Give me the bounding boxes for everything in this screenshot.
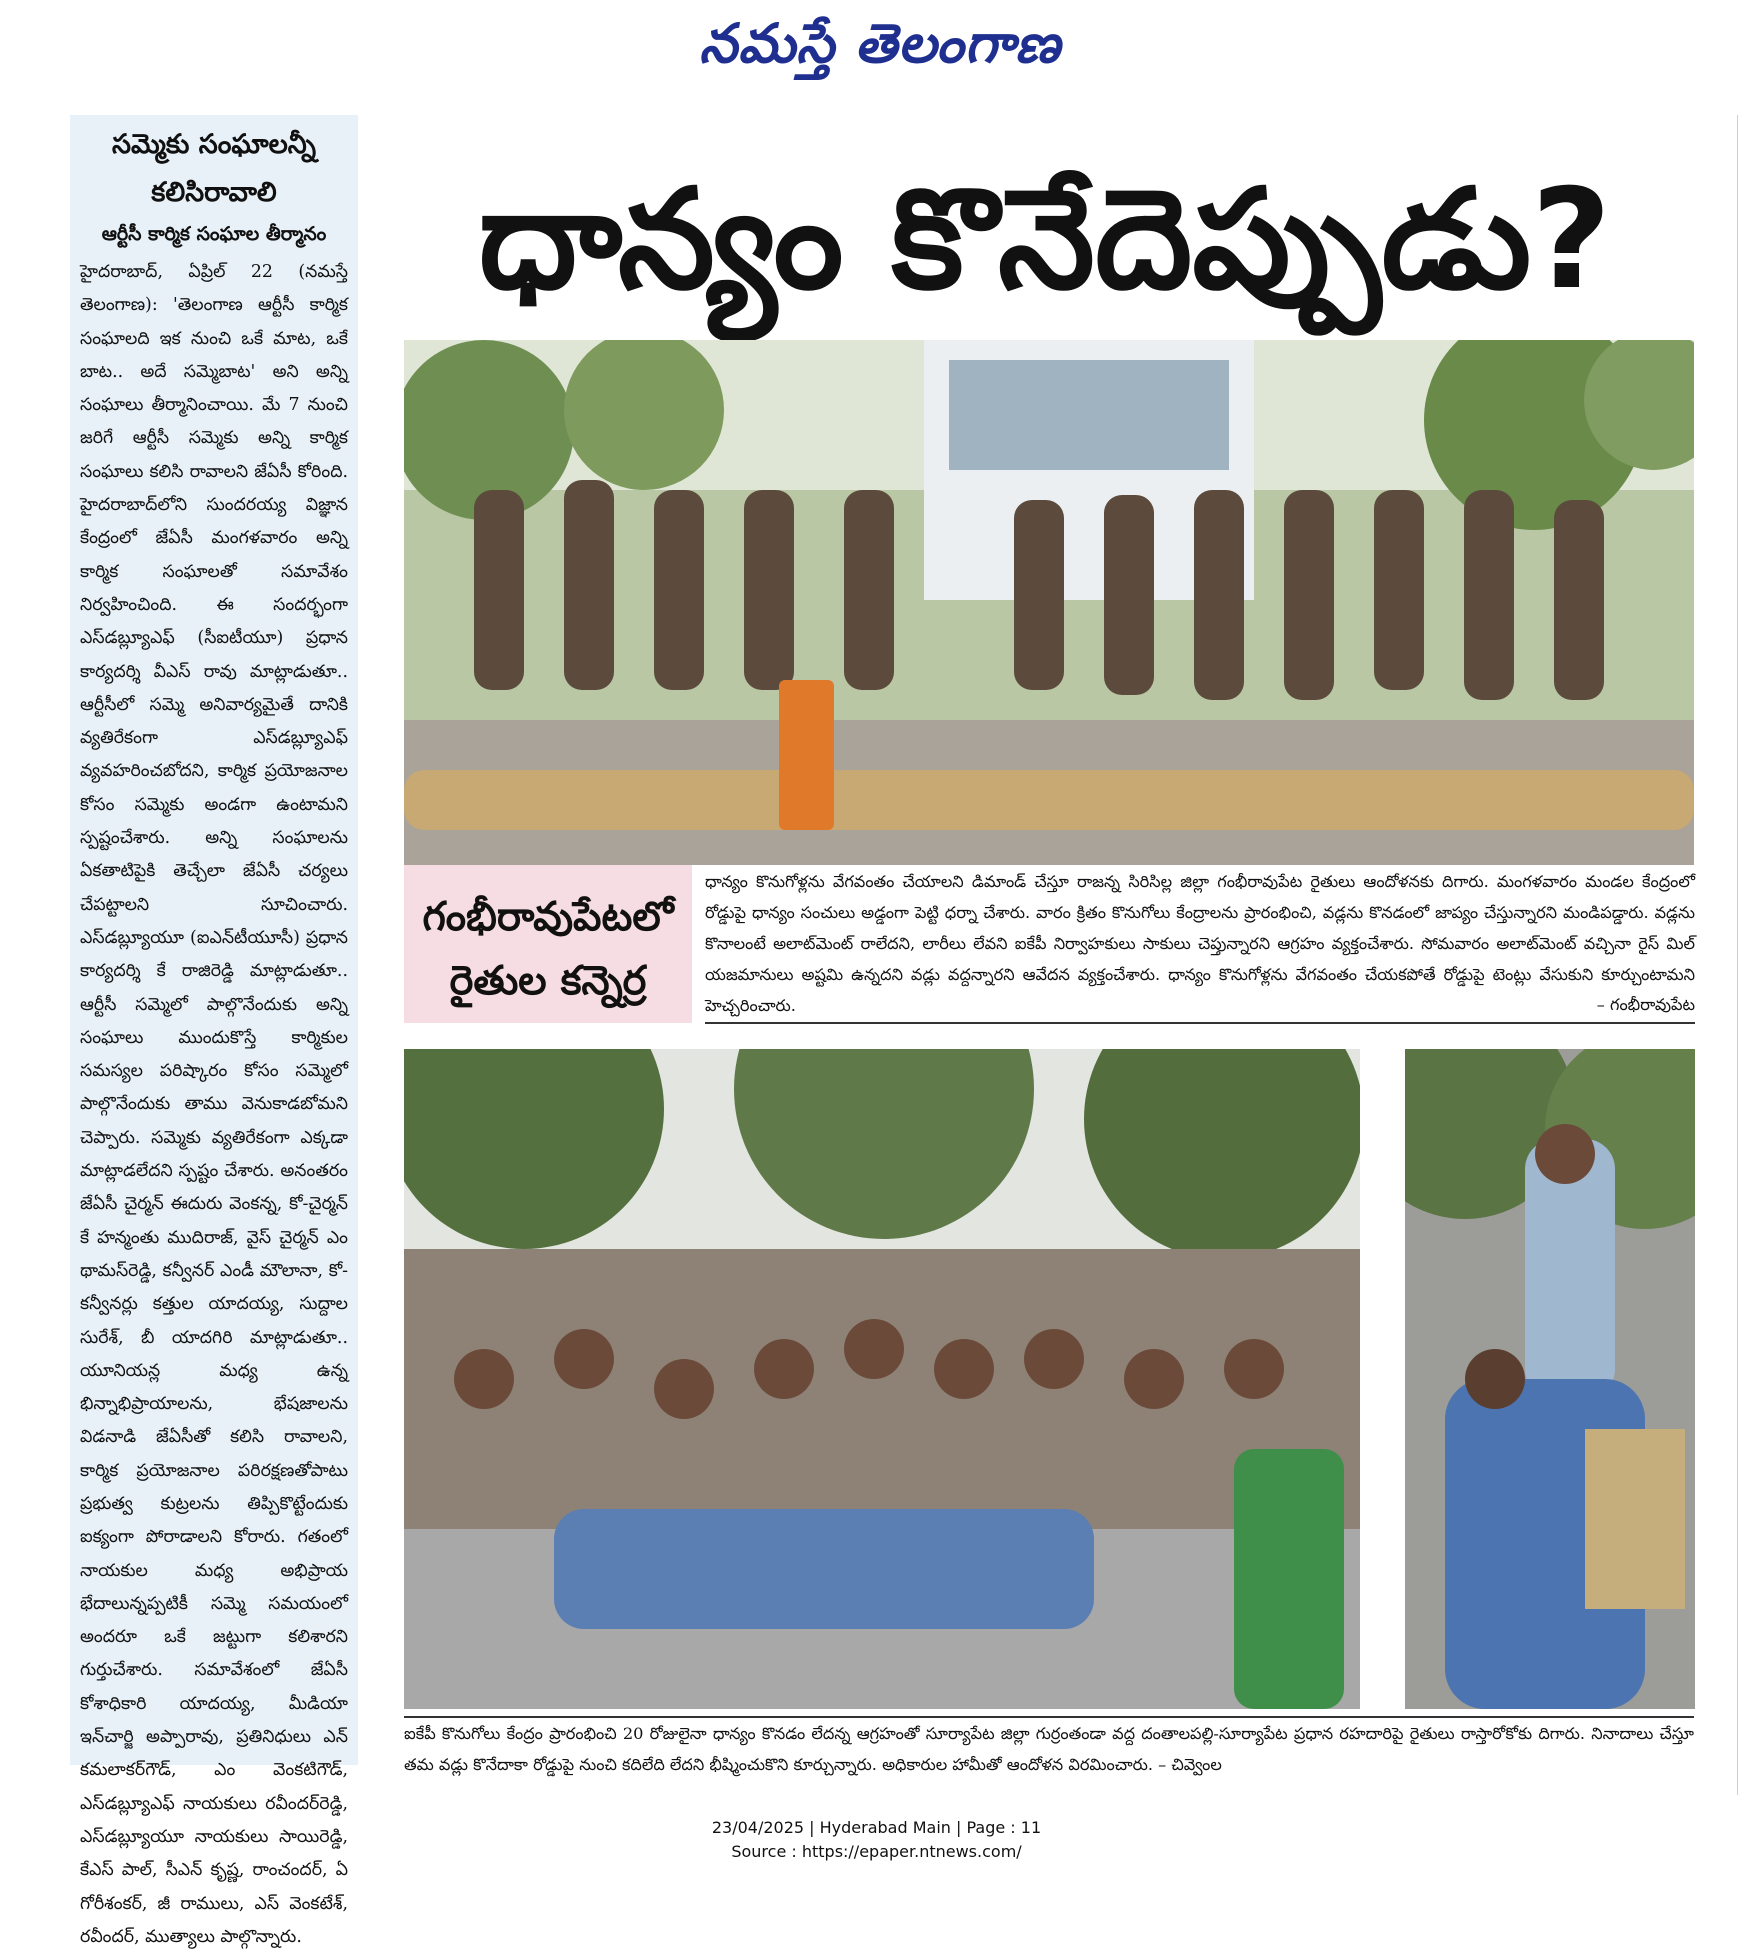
main-headline: ధాన్యం కొనేదెప్పుడు? xyxy=(478,159,1612,320)
sidebar-title-line2: కలిసిరావాలి xyxy=(151,177,277,208)
subhead-line2: రైతుల కన్నెర్ర xyxy=(449,958,647,1004)
footer-date-edition: 23/04/2025 | Hyderabad Main | Page : 11 xyxy=(711,1818,1042,1837)
sidebar-title-line1: సమ్మెకు సంఘాలన్నీ xyxy=(112,129,316,160)
sidebar-body-text: హైదరాబాద్, ఏప్రిల్ 22 (నమస్తే తెలంగాణ): 'తెలంగాణ ఆర్టీసీ కార్మిక సంఘాలది ఇక నుంచి ఒకే మాట, ఒకే బాట.. అదే సమ్మెబాట' అని అన్ని సంఘాలు తీర్మానించాయి. మే 7 నుంచి జరిగే ఆర్టీసీ సమ్మెకు అన్ని కార్మిక సంఘాలు కలిసి రావాలని జేఏసీ కోరింది. హైదరాబాద్‌లోని సుందరయ్య విజ్ఞాన కేంద్రంలో జేఏసీ మంగళవారం అన్ని కార్మిక సంఘాలతో సమావేశం నిర్వహించింది. ఈ సందర్భంగా ఎస్‌డబ్ల్యూఎఫ్ (సీఐటీయూ) ప్రధాన కార్యదర్శి వీఎస్ రావు మాట్లాడుతూ.. ఆర్టీసీలో సమ్మె అనివార్యమైతే దానికి వ్యతిరేకంగా ఎస్‌డబ్ల్యూఎఫ్ వ్యవహరించబోదని, కార్మిక ప్రయోజనాల కోసం సమ్మెకు అండగా ఉంటామని స్పష్టంచేశారు. అన్ని సంఘాలను ఏకతాటిపైకి తెచ్చేలా జేఏసీ చర్యలు చేపట్టాలని సూచించారు. ఎస్‌డబ్ల్యూయూ (ఐఎన్‌టీయూసీ) ప్రధాన కార్యదర్శి కే రాజిరెడ్డి మాట్లాడుతూ.. ఆర్టీసీ సమ్మెలో పాల్గొనేందుకు అన్ని సంఘాలు ముందుకొస్తే కార్మికుల సమస్యల పరిష్కారం కోసం సమ్మెలో పాల్గొనేందుకు తాము వెనుకాడబోమని చెప్పారు. సమ్మెకు వ్యతిరేకంగా ఎక్కడా మాట్లాడలేదని స్పష్టం చేశారు. అనంతరం జేఏసీ చైర్మన్ ఈదురు వెంకన్న, కో-చైర్మన్ కే హన్మంతు ముదిరాజ్, వైస్ చైర్మన్ ఎం థామస్‌రెడ్డి, కన్వీనర్ ఎండీ మౌలానా, కో-కన్వీనర్లు కత్తుల యాదయ్య, సుద్దాల సురేశ్, బీ యాదగిరి మాట్లాడుతూ.. యూనియన్ల మధ్య ఉన్న భిన్నాభిప్రాయాలను, భేషజాలను విడనాడి జేఏసీతో కలిసి రావాలని, కార్మిక ప్రయోజనాల పరిరక్షణతోపాటు ప్రభుత్వ కుట్రలను తిప్పికొట్టేందుకు ఐక్యంగా పోరాడాలని కోరారు. గతంలో నాయకుల మధ్య అభిప్రాయ భేదాలున్నప్పటికీ సమ్మె సమయంలో అందరూ ఒకే జట్టుగా కలిశారని గుర్తుచేశారు. సమావేశంలో జేఏసీ కోశాధికారి యాదయ్య, మీడియా ఇన్‌చార్జి అప్పారావు, ప్రతినిధులు ఎన్ కమలాకర్‌గౌడ్, ఎం వెంకటిగౌడ్, ఎస్‌డబ్ల్యూఎఫ్ నాయకులు రవీందర్‌రెడ్డి, ఎస్‌డబ్ల్యూయూ నాయకులు సాయిరెడ్డి, కేఎస్ పాల్, సీఎన్ కృష్ణ, రాంచందర్, ఏ గోరీశంకర్, జీ రాములు, ఎస్ వెంకటేశ్, రవీందర్, ముత్యాలు పాల్గొన్నారు. xyxy=(80,262,348,1947)
footer-source: Source : https://epaper.ntnews.com/ xyxy=(731,1842,1022,1861)
caption1-rule xyxy=(705,1022,1695,1024)
sidebar-article xyxy=(70,115,358,1947)
photo1-caption-credit: – గంభీరావుపేట xyxy=(1596,995,1695,1014)
photo2-caption-credit: – చివ్వెంల xyxy=(1158,1755,1222,1774)
woman-throwing-grain-photo xyxy=(1405,1049,1695,1709)
road-blockade-photo xyxy=(404,1049,1360,1709)
photo2-caption xyxy=(404,1718,1694,1782)
subhead-box xyxy=(404,865,692,1023)
sidebar-subtitle: ఆర్టీసీ కార్మిక సంఘాల తీర్మానం xyxy=(101,223,327,245)
photo1-caption xyxy=(705,866,1695,1024)
photo1-caption-text: ధాన్యం కొనుగోళ్లను వేగవంతం చేయాలని డిమాండ్ చేస్తూ రాజన్న సిరిసిల్ల జిల్లా గంభీరావుపేట రైతులు ఆందోళనకు దిగారు. మంగళవారం మండల కేంద్రంలో రోడ్డుపై ధాన్యం సంచులు అడ్డంగా పెట్టి ధర్నా చేశారు. వారం క్రితం కొనుగోలు కేంద్రాలను ప్రారంభించి, వడ్లను కొనడంలో జాప్యం చేస్తున్నారని మండిపడ్డారు. వడ్లను కొనాలంటే అలాట్‌మెంట్ రాలేదని, లారీలు లేవని ఐకేపీ నిర్వాహకులు సాకులు చెప్తున్నారని ఆగ్రహం వ్యక్తంచేశారు. సోమవారం అలాట్‌మెంట్ వచ్చినా రైస్ మిల్ యజమానులు అష్టమి ఉన్నదని వడ్లు వద్దన్నారని ఆవేదన వ్యక్తంచేశారు. ధాన్యం కొనుగోళ్లను వేగవంతం చేయకపోతే రోడ్డుపై టెంట్లు వేసుకుని కూర్చుంటామని హెచ్చరించారు. xyxy=(705,872,1695,1015)
newspaper-masthead: నమస్తే తెలంగాణ xyxy=(699,12,1061,75)
page-edge-rule xyxy=(1737,115,1738,1795)
farmers-protest-photo xyxy=(404,340,1694,865)
subhead-line1: గంభీరావుపేటలో xyxy=(422,894,674,940)
photo2-caption-text: ఐకేపీ కొనుగోలు కేంద్రం ప్రారంభించి 20 రోజులైనా ధాన్యం కొనడం లేదన్న ఆగ్రహంతో సూర్యాపేట జిల్లా గుర్రంతండా వద్ద దంతాలపల్లి-సూర్యాపేట ప్రధాన రహదారిపై రైతులు రాస్తారోకోకు దిగారు. నినాదాలు చేస్తూ తమ వడ్లు కొనేదాకా రోడ్డుపై నుంచి కదిలేది లేదని భీష్మించుకొని కూర్చున్నారు. అధికారుల హామీతో ఆందోళన విరమించారు. xyxy=(404,1724,1694,1774)
